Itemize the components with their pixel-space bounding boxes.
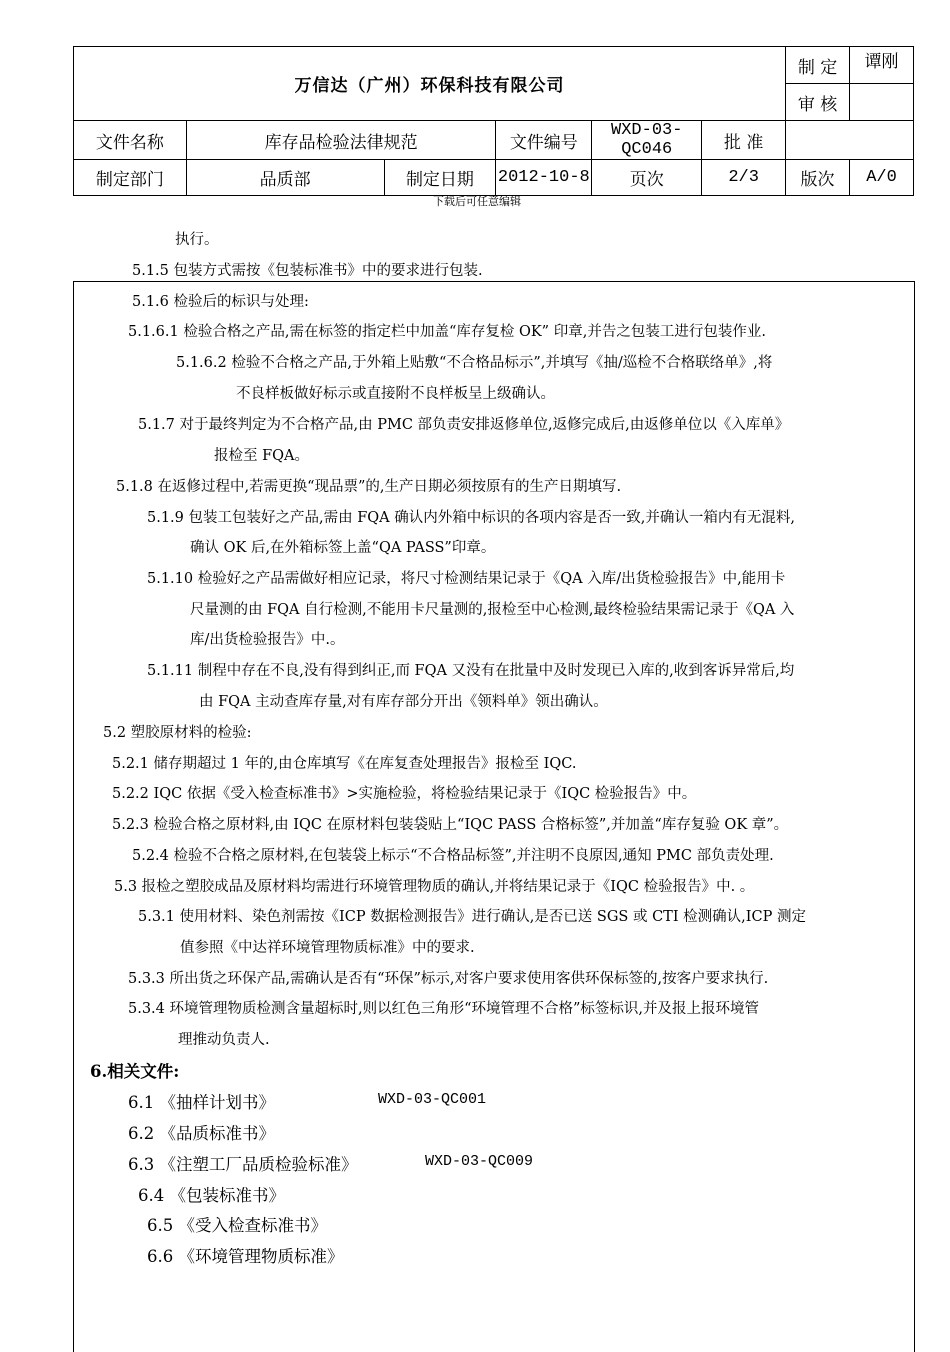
text-line: 5.1.11 制程中存在不良,没有得到纠正,而 FQA 又没有在批量中及时发现已入库的,收到客诉异常后,均: [147, 663, 795, 679]
file-name-label: 文件名称: [74, 121, 187, 160]
text-line: 5.3.4 环境管理物质检测含量超标时,则以红色三角形“环境管理不合格”标签标识,并及报上报环境管: [128, 1001, 760, 1017]
page-value: 2/3: [702, 160, 786, 196]
zhiding-value: 谭刚: [850, 47, 914, 84]
text-line: 由 FQA 主动查库存量,对有库存部分开出《领料单》领出确认。: [199, 694, 608, 710]
text-line: 5.3.1 使用材料、染色剂需按《ICP 数据检测报告》进行确认,是否已送 SGS 或 CTI 检测确认,ICP 测定: [138, 909, 806, 925]
pizhun-label: 批 准: [702, 121, 786, 160]
date-label: 制定日期: [384, 160, 496, 196]
version-label: 版次: [786, 160, 850, 196]
dept-value: 品质部: [186, 160, 384, 196]
text-line: 5.2 塑胶原材料的检验:: [103, 725, 252, 741]
text-line: 报检至 FQA。: [214, 448, 310, 464]
text-line: 5.2.2 IQC 依据《受入检查标准书》>实施检验，将检验结果记录于《IQC 检验报告》中。: [112, 786, 697, 802]
pizhun-value: [786, 121, 914, 160]
text-line: 确认 OK 后,在外箱标签上盖“QA PASS”印章。: [190, 540, 496, 556]
file-name-value: 库存品检验法律规范: [186, 121, 496, 160]
text-line: 5.1.5 包装方式需按《包装标准书》中的要求进行包装.: [132, 263, 483, 279]
page-label: 页次: [592, 160, 702, 196]
date-value: 2012-10-8: [496, 160, 592, 196]
text-line: 尺量测的由 FQA 自行检测,不能用卡尺量测的,报检至中心检测,最终检验结果需记录于《QA 入: [190, 602, 795, 618]
text-line: 5.1.6 检验后的标识与处理:: [132, 294, 309, 310]
text-line: 执行。: [175, 232, 219, 248]
text-line: 不良样板做好标示或直接附不良样板呈上级确认。: [236, 386, 555, 402]
text-line: 5.3.3 所出货之环保产品,需确认是否有“环保”标示,对客户要求使用客供环保标签的,按客户要求执行.: [128, 971, 769, 987]
company-name: 万信达（广州）环保科技有限公司: [74, 47, 786, 121]
ref-item: 6.3 《注塑工厂品质检验标准》: [128, 1155, 358, 1174]
file-no-label: 文件编号: [496, 121, 592, 160]
ref-item: 6.2 《品质标准书》: [128, 1124, 275, 1143]
ref-item: 6.4 《包装标准书》: [138, 1186, 285, 1205]
text-line: 5.1.7 对于最终判定为不合格产品,由 PMC 部负责安排返修单位,返修完成后,由返修单位以《入库单》: [138, 417, 790, 433]
shenhe-value: [850, 84, 914, 121]
text-line: 5.2.4 检验不合格之原材料,在包装袋上标示“不合格品标签”,并注明不良原因,通知 PMC 部负责处理.: [132, 848, 774, 864]
text-line: 5.1.8 在返修过程中,若需更换“现品票”的,生产日期必须按原有的生产日期填写.: [116, 479, 622, 495]
section-6-title: 6.相关文件:: [90, 1062, 180, 1081]
ref-code: WXD-03-QC009: [425, 1153, 534, 1170]
text-line: 5.1.10 检验好之产品需做好相应记录，将尺寸检测结果记录于《QA 入库/出货检验报告》中,能用卡: [147, 571, 786, 587]
shenhe-label: 审 核: [786, 84, 850, 121]
download-note: 下载后可任意编辑: [433, 195, 521, 208]
text-line: 5.2.1 储存期超过 1 年的,由仓库填写《在库复查处理报告》报检至 IQC.: [112, 756, 577, 772]
ref-item: 6.6 《环境管理物质标准》: [147, 1247, 344, 1266]
text-line: 值参照《中达祥环境管理物质标准》中的要求.: [180, 940, 475, 956]
version-value: A/0: [850, 160, 914, 196]
text-line: 5.1.6.2 检验不合格之产品,于外箱上贴敷“不合格品标示”,并填写《抽/巡检不合格联络单》,将: [176, 355, 773, 371]
text-line: 5.1.9 包装工包装好之产品,需由 FQA 确认内外箱中标识的各项内容是否一致,并确认一箱内有无混料,: [147, 510, 795, 526]
ref-item: 6.1 《抽样计划书》: [128, 1093, 275, 1112]
dept-label: 制定部门: [74, 160, 187, 196]
zhiding-label: 制 定: [786, 47, 850, 84]
text-line: 5.3 报检之塑胶成品及原材料均需进行环境管理物质的确认,并将结果记录于《IQC 检验报告》中. 。: [114, 879, 755, 895]
document-header-table: [73, 46, 914, 196]
text-line: 理推动负责人.: [178, 1032, 270, 1048]
ref-item: 6.5 《受入检查标准书》: [147, 1216, 327, 1235]
text-line: 5.2.3 检验合格之原材料,由 IQC 在原材料包装袋贴上“IQC PASS 合格标签”,并加盖“库存复验 OK 章”。: [112, 817, 789, 833]
text-line: 5.1.6.1 检验合格之产品,需在标签的指定栏中加盖“库存复检 OK” 印章,并告之包装工进行包装作业.: [128, 324, 766, 340]
file-no-value: WXD-03-QC046: [592, 121, 702, 160]
text-line: 库/出货检验报告》中.。: [190, 632, 345, 648]
ref-code: WXD-03-QC001: [378, 1091, 487, 1108]
